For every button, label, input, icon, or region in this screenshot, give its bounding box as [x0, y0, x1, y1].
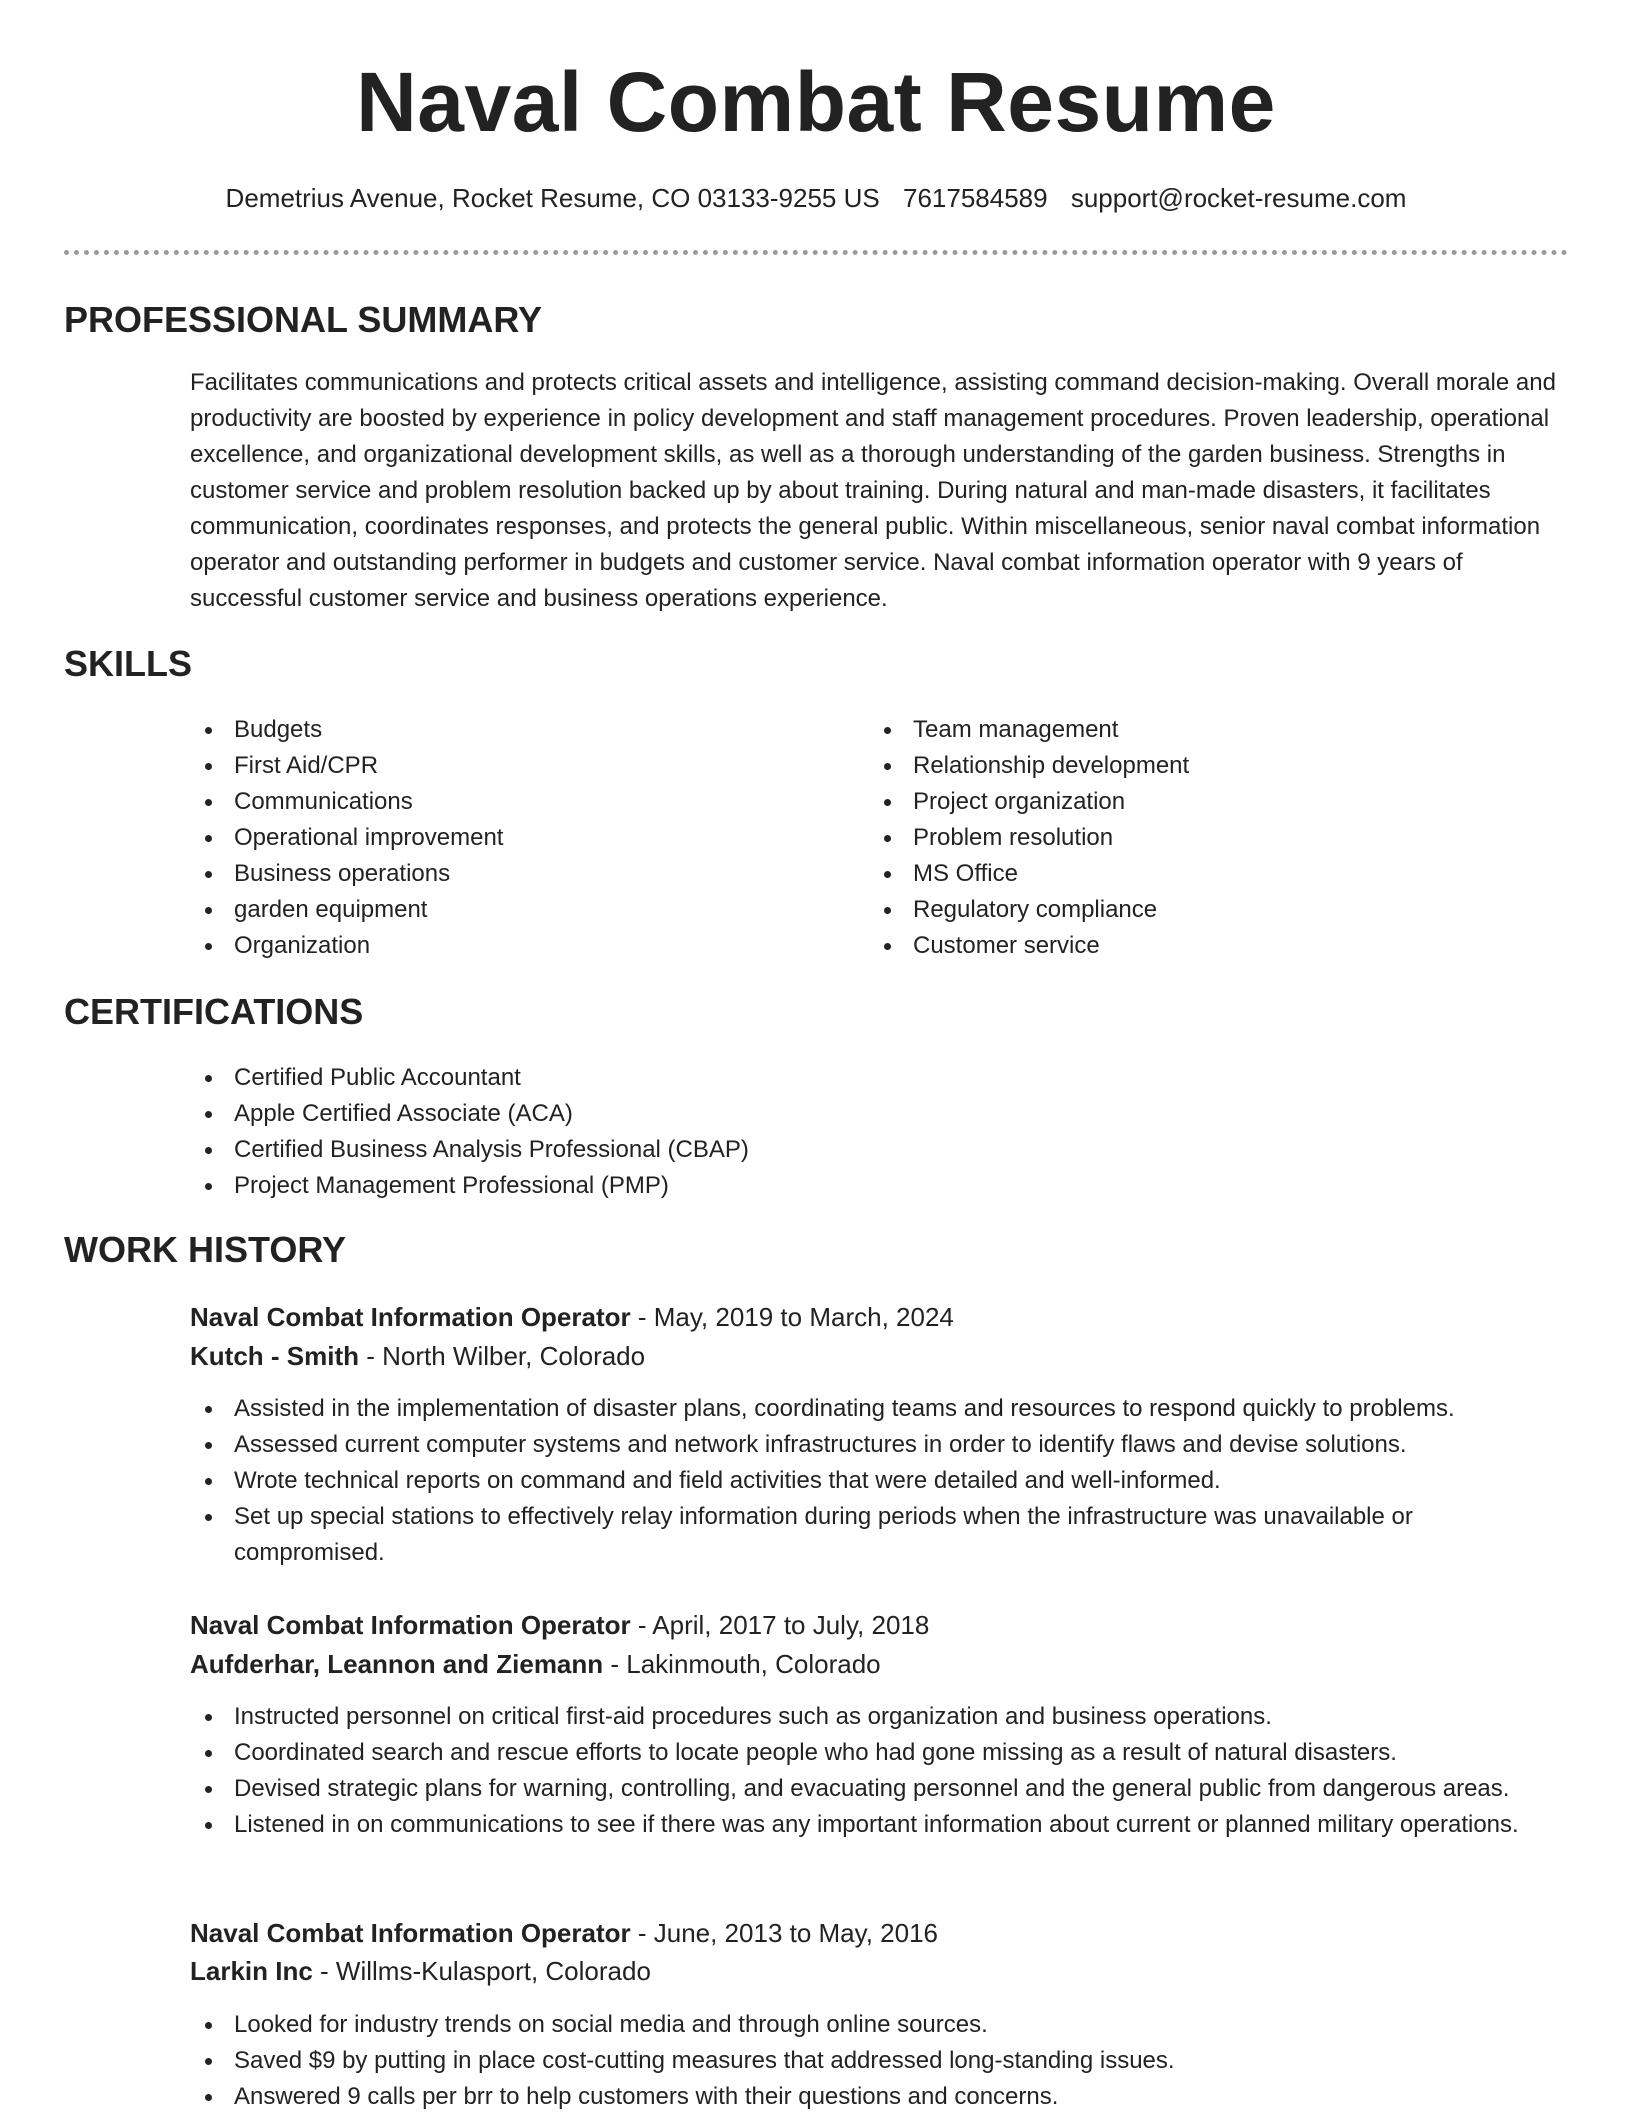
job-dates: - April, 2017 to July, 2018 [630, 1610, 930, 1640]
job-bullet: Set up special stations to effectively relay information during periods when the infrastructure was unavailable or compromised. [190, 1499, 1570, 1571]
job-title: Naval Combat Information Operator [190, 1302, 631, 1332]
job-bullet: Answered 9 calls per brr to help customers with their questions and concerns. [190, 2079, 1570, 2115]
job-title-line [190, 1298, 954, 1336]
job-company: Aufderhar, Leannon and Ziemann [190, 1649, 604, 1679]
resume-title: Naval Combat Resume [356, 55, 1276, 149]
job-bullet: Devised strategic plans for warning, controlling, and evacuating personnel and the general public from dangerous areas. [190, 1771, 1570, 1807]
skill-item: Team management [869, 712, 1509, 748]
job-bullets [190, 2007, 1570, 2115]
job-location: - Willms-Kulasport, Colorado [312, 1956, 651, 1986]
certifications-list [190, 1060, 1190, 1204]
job-dates: - May, 2019 to March, 2024 [630, 1302, 954, 1332]
job-company-line [190, 1337, 645, 1375]
certification-item: Certified Public Accountant [190, 1060, 1190, 1096]
job-company: Larkin Inc [190, 1956, 313, 1986]
job-title-line [190, 1606, 929, 1644]
summary-heading: PROFESSIONAL SUMMARY [64, 299, 543, 340]
job-title: Naval Combat Information Operator [190, 1610, 631, 1640]
skills-list-right [869, 712, 1509, 964]
job-location: - North Wilber, Colorado [359, 1341, 646, 1371]
job-title-line [190, 1914, 938, 1952]
skill-item: Operational improvement [190, 820, 830, 856]
skill-item: Project organization [869, 784, 1509, 820]
skill-item: Relationship development [869, 748, 1509, 784]
job-bullet: Coordinated search and rescue efforts to locate people who had gone missing as a result of natural disasters. [190, 1735, 1570, 1771]
job-bullet: Listened in on communications to see if there was any important information about current or planned military operations. [190, 1807, 1570, 1843]
skill-item: Communications [190, 784, 830, 820]
work-history-heading: WORK HISTORY [64, 1229, 347, 1270]
certification-item: Certified Business Analysis Professional (CBAP) [190, 1132, 1190, 1168]
header-divider [64, 250, 1568, 255]
skills-list-left [190, 712, 830, 964]
contact-email: support@rocket-resume.com [1070, 183, 1407, 213]
skill-item: First Aid/CPR [190, 748, 830, 784]
skill-item: Customer service [869, 928, 1509, 964]
job-company-line [190, 1645, 881, 1683]
certifications-heading: CERTIFICATIONS [64, 991, 364, 1032]
job-bullet: Saved $9 by putting in place cost-cutting measures that addressed long-standing issues. [190, 2043, 1570, 2079]
skill-item: MS Office [869, 856, 1509, 892]
skills-heading: SKILLS [64, 643, 193, 684]
certification-item: Apple Certified Associate (ACA) [190, 1096, 1190, 1132]
job-bullets [190, 1391, 1570, 1571]
summary-text: Facilitates communications and protects critical assets and intelligence, assisting command decision-making. Overall morale and productivity are boosted by experience in policy development and staff management procedures. Proven leadership, operational excellence, and organizational development skills, as well as a thorough understanding of the garden business. Strengths in customer service and problem resolution backed up by about training. During natural and man-made disasters, it facilitates communication, coordinates responses, and protects the general public. Within miscellaneous, senior naval combat information operator and outstanding performer in budgets and customer service. Naval combat information operator with 9 years of successful customer service and business operations experience. [190, 369, 1556, 612]
job-title: Naval Combat Information Operator [190, 1918, 631, 1948]
job-location: - Lakinmouth, Colorado [603, 1649, 881, 1679]
skill-item: garden equipment [190, 892, 830, 928]
job-bullets [190, 1699, 1570, 1843]
skill-item: Business operations [190, 856, 830, 892]
skill-item: Budgets [190, 712, 830, 748]
contact-phone: 7617584589 [902, 183, 1048, 213]
skill-item: Problem resolution [869, 820, 1509, 856]
contact-line [0, 180, 1632, 216]
contact-address: Demetrius Avenue, Rocket Resume, CO 03133-9255 US [225, 183, 880, 213]
job-bullet: Wrote technical reports on command and field activities that were detailed and well-informed. [190, 1463, 1570, 1499]
job-bullet: Assessed current computer systems and network infrastructures in order to identify flaws and devise solutions. [190, 1427, 1570, 1463]
job-dates: - June, 2013 to May, 2016 [630, 1918, 939, 1948]
skill-item: Organization [190, 928, 830, 964]
job-bullet: Instructed personnel on critical first-aid procedures such as organization and business operations. [190, 1699, 1570, 1735]
job-company: Kutch - Smith [190, 1341, 359, 1371]
skill-item: Regulatory compliance [869, 892, 1509, 928]
job-bullet: Assisted in the implementation of disaster plans, coordinating teams and resources to respond quickly to problems. [190, 1391, 1570, 1427]
job-company-line [190, 1952, 651, 1990]
job-bullet: Looked for industry trends on social media and through online sources. [190, 2007, 1570, 2043]
certification-item: Project Management Professional (PMP) [190, 1168, 1190, 1204]
